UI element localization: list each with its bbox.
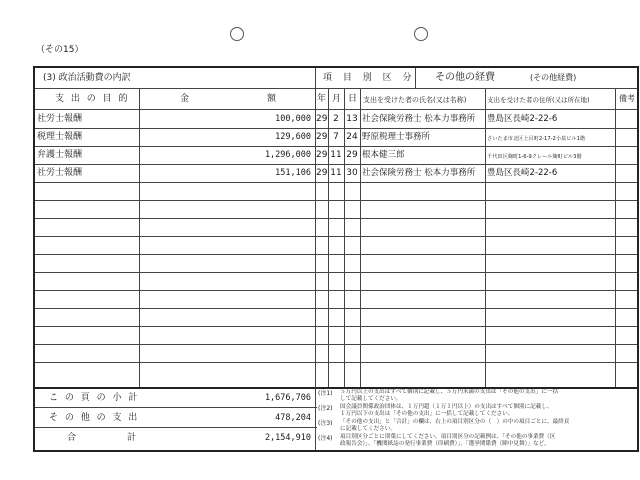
table-row-divider	[35, 362, 637, 363]
punch-hole-left	[230, 27, 244, 41]
row-year: 29	[316, 114, 328, 124]
col-amount-divider	[315, 68, 316, 450]
category-detail: (その他経費)	[530, 73, 577, 82]
note-mark: (注3)	[318, 420, 333, 427]
row-year: 29	[316, 150, 328, 160]
row-amount: 100,000	[275, 114, 311, 124]
category-label: 項 目 別 区 分	[323, 73, 416, 83]
row-purpose: 弁護士報酬	[37, 150, 83, 160]
row-year: 29	[316, 132, 328, 142]
page-label: （その15）	[36, 45, 84, 55]
header-divider	[35, 88, 637, 89]
note-text-continued: 政報告会）」、「機関紙誌の発行事業費（印刷費）」、「選挙関係費（陣中見舞）」など。	[340, 441, 550, 447]
other-value: 478,204	[275, 413, 311, 423]
total-value: 2,154,910	[264, 433, 311, 443]
notes-block	[318, 389, 636, 449]
row-month: 11	[330, 168, 342, 178]
col-amount-header-b: 額	[267, 94, 279, 104]
note-text-continued: に記載してください。	[340, 426, 396, 432]
table-row-divider	[35, 182, 637, 183]
total-label-b: 計	[127, 433, 137, 443]
note-mark: (注4)	[318, 435, 333, 442]
row-address: さいたま市北区土呂町2-17-2小泉ビル1階	[487, 136, 586, 142]
note-mark: (注2)	[318, 405, 333, 412]
note-text-continued: して記載してください。	[340, 396, 402, 402]
col-purpose-divider	[139, 89, 140, 387]
table-row-divider	[35, 236, 637, 237]
col-payee-divider	[485, 89, 486, 387]
col-purpose-header: 支 出 の 目 的	[55, 94, 130, 104]
table-row-divider	[35, 344, 637, 345]
row-address: 千代田区麹町1-6-9クレール麹町ビル3階	[487, 154, 582, 160]
row-month: 2	[333, 114, 339, 124]
row-day: 29	[346, 150, 358, 160]
table-row-divider	[35, 146, 637, 147]
col-remarks-header: 備考	[619, 94, 635, 103]
table-row-divider	[35, 254, 637, 255]
note-mark: (注1)	[318, 390, 333, 397]
row-address: 豊島区長崎2-22-6	[487, 114, 558, 124]
row-amount: 1,296,000	[264, 150, 311, 160]
table-row-divider	[35, 218, 637, 219]
note-text: 項目別区分ごとに別葉にしてください。項目別区分の記載例は、「その他の事業費（区	[340, 434, 556, 440]
row-address: 豊島区長崎2-22-6	[487, 168, 558, 178]
note-text-continued: １万円以下の支出は「その他の支出」に一括して記載してください。	[340, 411, 514, 417]
table-row-divider	[35, 290, 637, 291]
column-header-divider	[35, 109, 637, 110]
punch-hole-right	[414, 27, 428, 41]
table-row-divider	[35, 164, 637, 165]
row-purpose: 社労士報酬	[37, 168, 83, 178]
col-month-header: 月	[332, 94, 342, 104]
table-row-divider	[35, 272, 637, 273]
row-payee: 根本健三郎	[362, 150, 405, 160]
total-label-a: 合	[67, 433, 77, 443]
row-amount: 151,106	[275, 168, 311, 178]
note-text: 「その他の支出」と「合計」の欄は、右上の項目別区分の（ ）の中の項目ごとに、最終頁	[340, 419, 570, 425]
col-address-divider	[615, 89, 616, 387]
other-divider	[35, 427, 317, 428]
category-value: その他の経費	[435, 72, 495, 83]
col-amount-header-a: 金	[180, 94, 192, 104]
table-row-divider	[35, 326, 637, 327]
other-label: そ の 他 の 支 出	[49, 413, 140, 423]
section-title: (3) 政治活動費の内訳	[43, 73, 131, 83]
col-payee-header: 支出を受けた者の氏名(又は名称)	[363, 96, 467, 104]
row-month: 7	[333, 132, 339, 142]
row-amount: 129,600	[275, 132, 311, 142]
row-purpose: 税理士報酬	[37, 132, 83, 142]
subtotal-label: こ の 頁 の 小 計	[49, 393, 140, 403]
col-address-header: 支出を受けた者の住所(又は所在地)	[487, 96, 590, 104]
table-row-divider	[35, 128, 637, 129]
row-month: 11	[330, 150, 342, 160]
row-payee: 社会保険労務士 松本力事務所	[362, 168, 476, 178]
subtotal-divider	[35, 407, 317, 408]
col-day-divider	[360, 89, 361, 387]
row-payee: 社会保険労務士 松本力事務所	[362, 114, 476, 124]
note-text: 国会議員関係政治団体は、１万円超（１万１円以上）の支出はすべて個別に記載し、	[340, 404, 553, 410]
col-day-header: 日	[348, 94, 358, 104]
table-row-divider	[35, 308, 637, 309]
row-day: 30	[346, 168, 358, 178]
subtotal-value: 1,676,706	[264, 393, 311, 403]
row-day: 24	[346, 132, 358, 142]
row-purpose: 社労士報酬	[37, 114, 83, 124]
expense-form	[33, 66, 639, 452]
row-year: 29	[316, 168, 328, 178]
col-year-header: 年	[317, 94, 327, 104]
table-row-divider	[35, 200, 637, 201]
row-payee: 野原税理士事務所	[362, 132, 431, 142]
row-day: 13	[346, 114, 358, 124]
note-text: ５万円以上の支出はすべて個別に記載し、５万円未満の支出は「その他の支出」に一括	[340, 389, 559, 395]
